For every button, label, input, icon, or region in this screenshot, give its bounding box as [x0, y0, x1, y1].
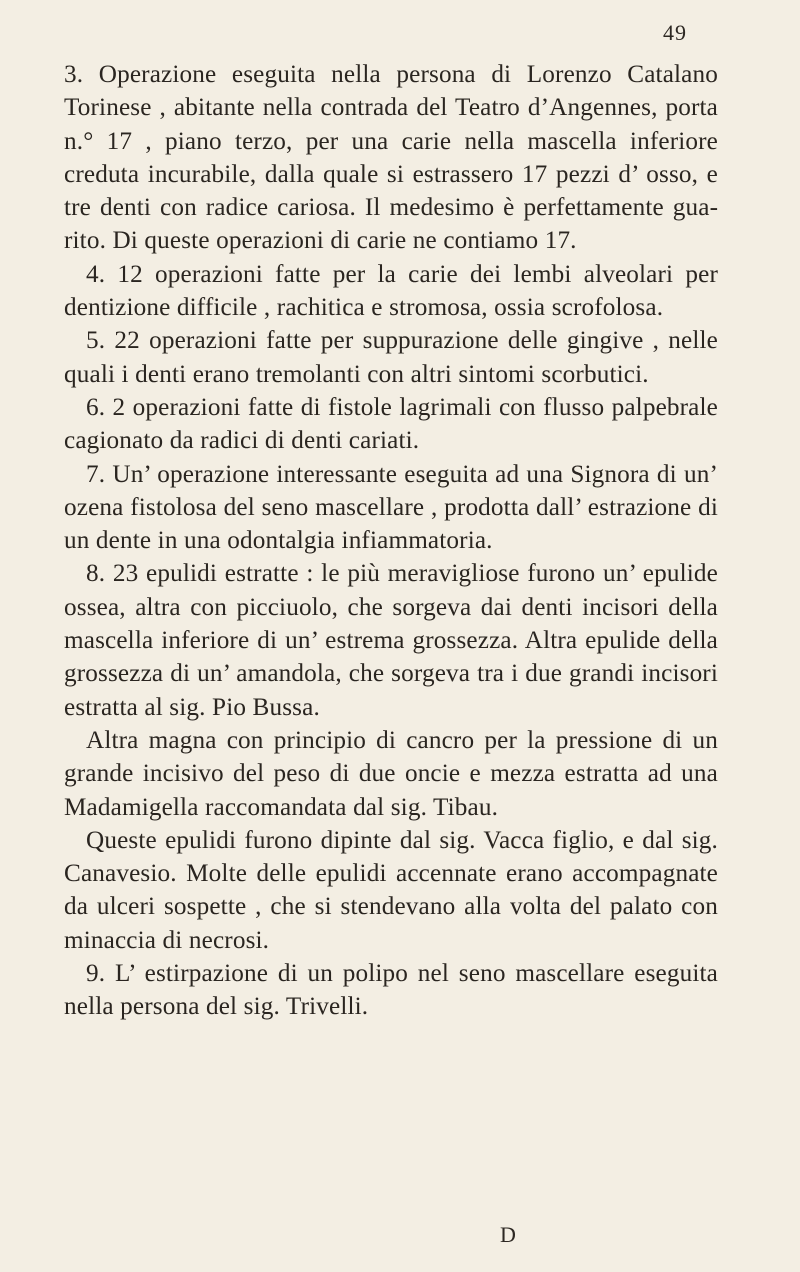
- paragraph-4: 4. 12 operazioni fatte per la carie dei lembi alveolari per dentizione difficile , rachitica e stromosa, ossia scrofolosa.: [64, 260, 718, 322]
- paragraph-5: 5. 22 operazioni fatte per suppurazione delle gingive , nelle quali i denti erano tremolanti con altri sintomi scorbutici.: [64, 327, 718, 388]
- paragraph-8: 8. 23 epulidi estratte : le più meravigliose furono un’ epulide ossea, altra con picciuolo, che sorgeva dai denti incisori della mascella inferiore di un’ estrema grossezza. Altra epulide della grossezza di un’ amandola, che sorgeva tra i due grandi incisori estratta al sig. Pio Bussa.: [64, 560, 718, 721]
- paragraph-7: 7. Un’ operazione interessante eseguita ad una Signora di un’ ozena fistolosa del seno mascellare , prodotta dall’ estrazione di un dente in una odontalgia infiammatoria.: [64, 460, 718, 555]
- page-body: [64, 58, 718, 1024]
- paragraph-queste-epulidi: Queste epulidi furono dipinte dal sig. Vacca figlio, e dal sig. Canavesio. Molte delle epulidi accennate erano accompagnate da ulceri sospette , che si stendevano alla volta del palato con minaccia di necrosi.: [64, 826, 718, 954]
- page-number: 49: [663, 20, 687, 45]
- paragraph-9: 9. L’ estirpazione di un polipo nel seno mascellare eseguita nella persona del sig. Trivelli.: [64, 960, 718, 1021]
- paragraph-3: 3. Operazione eseguita nella persona di Lorenzo Catalano Torinese , abitante nella contrada del Teatro d’Angennes, porta n.° 17 , piano terzo, per una carie nella mascella inferiore creduta incurabile, dalla quale si estrassero 17 pezzi d’ osso, e tre denti con radice cariosa. Il medesimo è perfettamente guarito. Di queste operazioni di carie ne contiamo 17.: [64, 61, 718, 255]
- paragraph-altra-magna: Altra magna con principio di cancro per la pressione di un grande incisivo del peso di due oncie e mezza estratta ad una Madamigella raccomandata dal sig. Tibau.: [64, 726, 718, 821]
- paragraph-6: 6. 2 operazioni fatte di fistole lagrimali con flusso palpebrale cagionato da radici di denti cariati.: [64, 393, 718, 455]
- signature-mark: D: [500, 1222, 517, 1247]
